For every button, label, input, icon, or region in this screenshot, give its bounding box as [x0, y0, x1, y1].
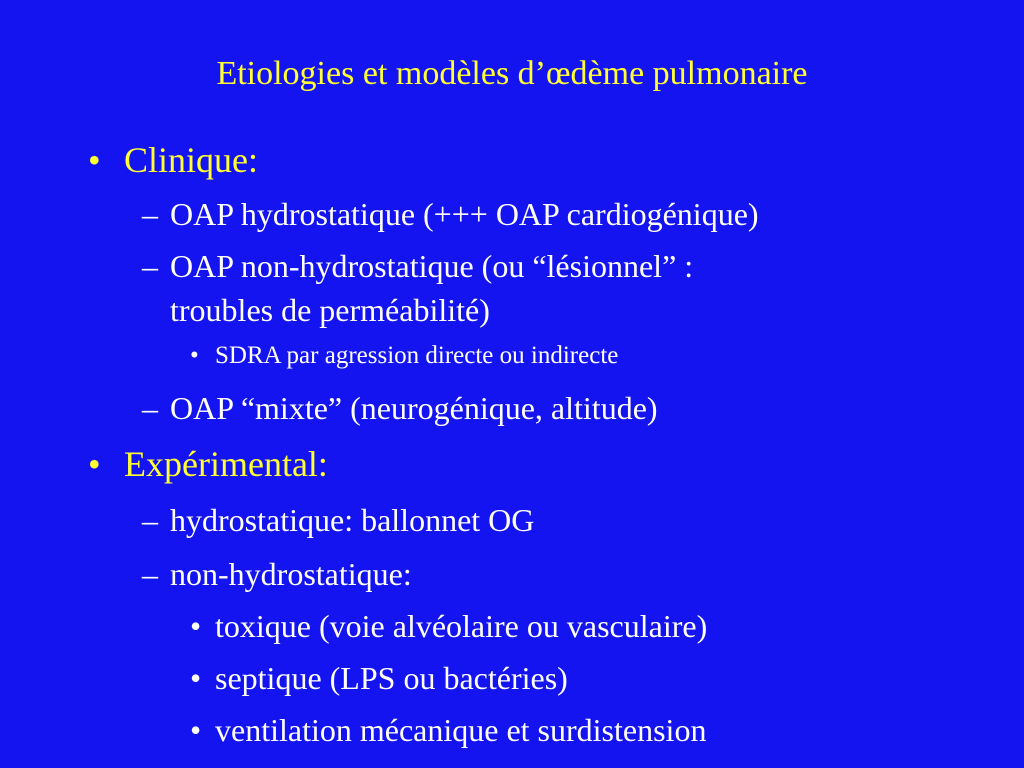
slide-title: Etiologies et modèles d’œdème pulmonaire	[216, 55, 808, 92]
bullet-marker: •	[190, 660, 202, 696]
list-item-hydrostatique-ballonnet: hydrostatique: ballonnet OG	[170, 502, 535, 538]
list-item-oap-hydrostatique: OAP hydrostatique (+++ OAP cardiogénique)	[170, 196, 759, 232]
bullet-marker: •	[190, 342, 199, 369]
dash-marker: –	[142, 248, 158, 284]
sub-item-ventilation: ventilation mécanique et surdistension	[215, 712, 707, 748]
list-item-non-hydrostatique: non-hydrostatique:	[170, 556, 412, 592]
sub-item-toxique: toxique (voie alvéolaire ou vasculaire)	[215, 608, 708, 644]
list-item-oap-non-hydrostatique: OAP non-hydrostatique (ou “lésionnel” :	[170, 248, 694, 284]
sub-item-sdra: SDRA par agression directe ou indirecte	[215, 342, 619, 369]
bullet-marker: •	[190, 712, 202, 748]
bullet-marker: •	[88, 140, 101, 180]
list-item-oap-mixte: OAP “mixte” (neurogénique, altitude)	[170, 390, 658, 426]
dash-marker: –	[142, 196, 158, 232]
list-item-oap-non-hydrostatique-continued: troubles de perméabilité)	[170, 292, 490, 328]
section-heading-experimental: Expérimental:	[124, 444, 328, 484]
bullet-marker: •	[88, 444, 101, 484]
sub-item-septique: septique (LPS ou bactéries)	[215, 660, 568, 696]
section-heading-clinique: Clinique:	[124, 140, 258, 180]
bullet-marker: •	[190, 608, 202, 644]
dash-marker: –	[142, 390, 158, 426]
dash-marker: –	[142, 556, 158, 592]
dash-marker: –	[142, 502, 158, 538]
